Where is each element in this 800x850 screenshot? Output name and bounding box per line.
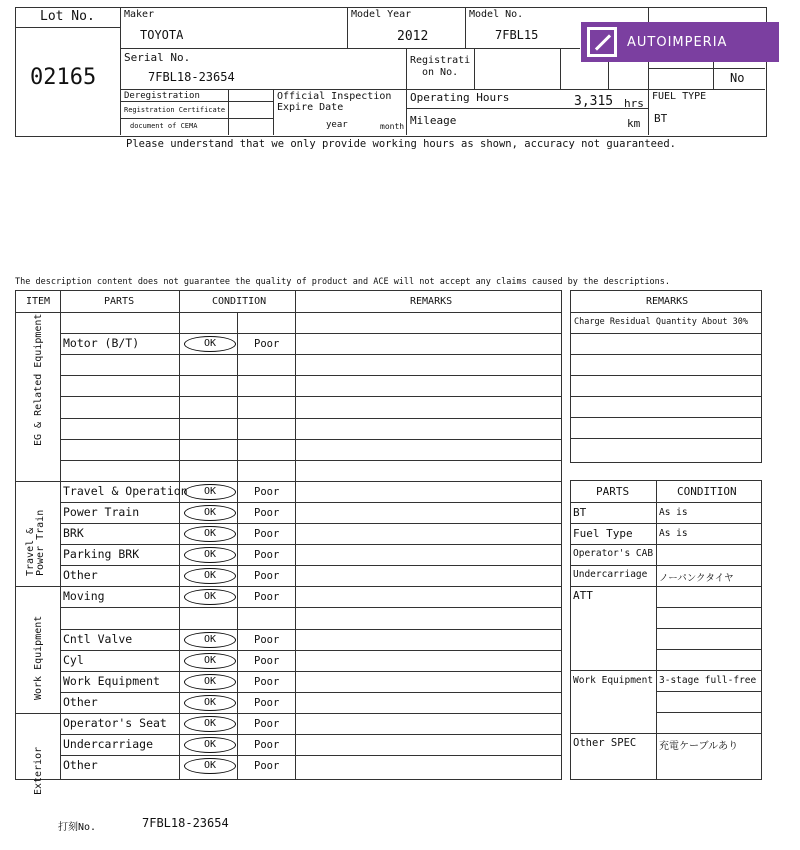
item-group-label: EG & Related Equipment xyxy=(33,313,44,447)
inspection-label-1: Official Inspection xyxy=(277,91,392,102)
serial-value: 7FBL18-23654 xyxy=(148,70,235,84)
ok-condition-mark: OK xyxy=(184,737,236,753)
remarks-box-header: REMARKS xyxy=(646,296,689,307)
side-part-label: Operator's CAB xyxy=(573,548,654,559)
side-condition-header: CONDITION xyxy=(677,485,737,498)
poor-label: Poor xyxy=(254,528,280,540)
ok-condition-mark: OK xyxy=(184,758,236,774)
stamp-value: 7FBL18-23654 xyxy=(142,816,229,830)
dereg-label: Deregistration xyxy=(124,91,200,101)
ok-condition-mark: OK xyxy=(184,695,236,711)
poor-label: Poor xyxy=(254,739,280,751)
part-label: Cyl xyxy=(63,652,84,667)
remarks-header: REMARKS xyxy=(410,296,453,307)
remarks-line: Charge Residual Quantity About 30% xyxy=(574,317,748,327)
part-label: Other xyxy=(63,694,98,709)
part-label: Other xyxy=(63,568,98,583)
item-group-label: Exterior xyxy=(33,746,44,795)
poor-label: Poor xyxy=(254,654,280,667)
ok-condition-mark: OK xyxy=(184,653,236,669)
poor-label: Poor xyxy=(254,591,280,604)
stamp-label: 打刻No. xyxy=(58,822,97,833)
other-spec-label: Other SPEC xyxy=(573,737,637,749)
inspection-label-2: Expire Date xyxy=(277,102,344,113)
item-group-label: Travel & Power Train xyxy=(25,509,46,576)
brand-logo xyxy=(581,22,779,62)
part-label: BRK xyxy=(63,526,84,540)
ok-condition-mark: OK xyxy=(184,526,236,542)
model-year-label: Model Year xyxy=(351,9,412,20)
ok-condition-mark: OK xyxy=(184,505,236,521)
side-part-label: BT xyxy=(573,506,587,519)
poor-label: Poor xyxy=(254,760,280,773)
op-hours-label: Operating Hours xyxy=(410,91,510,104)
serial-label: Serial No. xyxy=(124,51,191,64)
lot-number: 02165 xyxy=(30,65,97,90)
ok-condition-mark: OK xyxy=(184,484,236,500)
poor-label: Poor xyxy=(254,570,280,583)
model-year-value: 2012 xyxy=(397,29,429,44)
hours-disclaimer: Please understand that we only provide working hours as shown, accuracy not guaranteed. xyxy=(126,138,676,150)
item-group-label: Work Equipment xyxy=(33,615,44,700)
part-label: Cntl Valve xyxy=(63,631,133,646)
part-label: Travel & Operation xyxy=(63,483,188,498)
part-label: Operator's Seat xyxy=(63,715,167,730)
cema-label: document of CEMA xyxy=(130,122,198,130)
ok-condition-mark: OK xyxy=(184,674,236,690)
year-label: year xyxy=(326,120,348,130)
poor-label: Poor xyxy=(254,696,280,709)
logo-icon xyxy=(587,27,617,57)
logo-text: AUTOIMPERIA xyxy=(627,34,728,50)
model-no-value: 7FBL15 xyxy=(495,28,539,42)
poor-label: Poor xyxy=(254,506,280,519)
ok-condition-mark: OK xyxy=(184,336,236,352)
att-label: ATT xyxy=(573,589,593,602)
mileage-label: Mileage xyxy=(410,114,457,127)
part-label: Motor (B/T) xyxy=(63,336,140,351)
fuel-type-label: FUEL TYPE xyxy=(652,91,707,102)
description-disclaimer: The description content does not guarantee the quality of product and ACE will not accept any claims caused by the descriptions. xyxy=(15,277,671,287)
work-equipment-value: 3-stage full-free xyxy=(659,675,757,686)
ok-condition-mark: OK xyxy=(184,632,236,648)
side-cond-value: ノーパンクタイヤ xyxy=(659,573,734,584)
work-equipment-label: Work Equipment xyxy=(573,675,654,686)
hrs-unit: hrs xyxy=(624,97,644,110)
reg-cert-label: Registration Certificate xyxy=(124,106,226,114)
fuel-type-value: BT xyxy=(654,112,668,125)
remarks-box xyxy=(570,290,762,463)
part-label: Moving xyxy=(63,589,105,604)
part-label: Undercarriage xyxy=(63,737,154,751)
model-no-label: Model No. xyxy=(469,9,524,20)
part-label: Parking BRK xyxy=(63,547,140,562)
side-cond-value: As is xyxy=(659,528,688,539)
ok-condition-mark: OK xyxy=(184,568,236,584)
poor-label: Poor xyxy=(254,338,280,351)
side-cond-value: As is xyxy=(659,507,688,518)
condition-table xyxy=(15,290,562,795)
poor-label: Poor xyxy=(254,549,280,562)
side-condition-table xyxy=(570,480,762,780)
ok-condition-mark: OK xyxy=(184,547,236,563)
op-hours-value: 3,315 xyxy=(574,94,614,109)
poor-label: Poor xyxy=(254,485,280,498)
side-part-label: Fuel Type xyxy=(573,527,633,540)
side-parts-header: PARTS xyxy=(596,485,630,498)
other-spec-value: 充電ケーブルあり xyxy=(659,741,739,752)
registration-label-1: Registrati xyxy=(410,55,471,66)
part-label: Other xyxy=(63,758,98,773)
registration-label-2: on No. xyxy=(422,67,459,78)
side-part-label: Undercarriage xyxy=(573,569,648,580)
poor-label: Poor xyxy=(254,675,280,688)
month-label: month xyxy=(380,122,405,131)
poor-label: Poor xyxy=(254,633,280,646)
ok-condition-mark: OK xyxy=(184,716,236,732)
km-unit: km xyxy=(627,117,641,130)
ac-value: No xyxy=(730,71,745,85)
poor-label: Poor xyxy=(254,717,280,730)
ok-condition-mark: OK xyxy=(184,589,236,605)
lot-label: Lot No. xyxy=(40,9,95,24)
part-label: Power Train xyxy=(63,504,140,519)
maker-label: Maker xyxy=(124,9,155,20)
item-header: ITEM xyxy=(26,296,51,307)
part-label: Work Equipment xyxy=(63,673,160,688)
maker-value: TOYOTA xyxy=(140,28,184,42)
parts-header: PARTS xyxy=(104,296,135,307)
condition-header: CONDITION xyxy=(212,296,267,307)
